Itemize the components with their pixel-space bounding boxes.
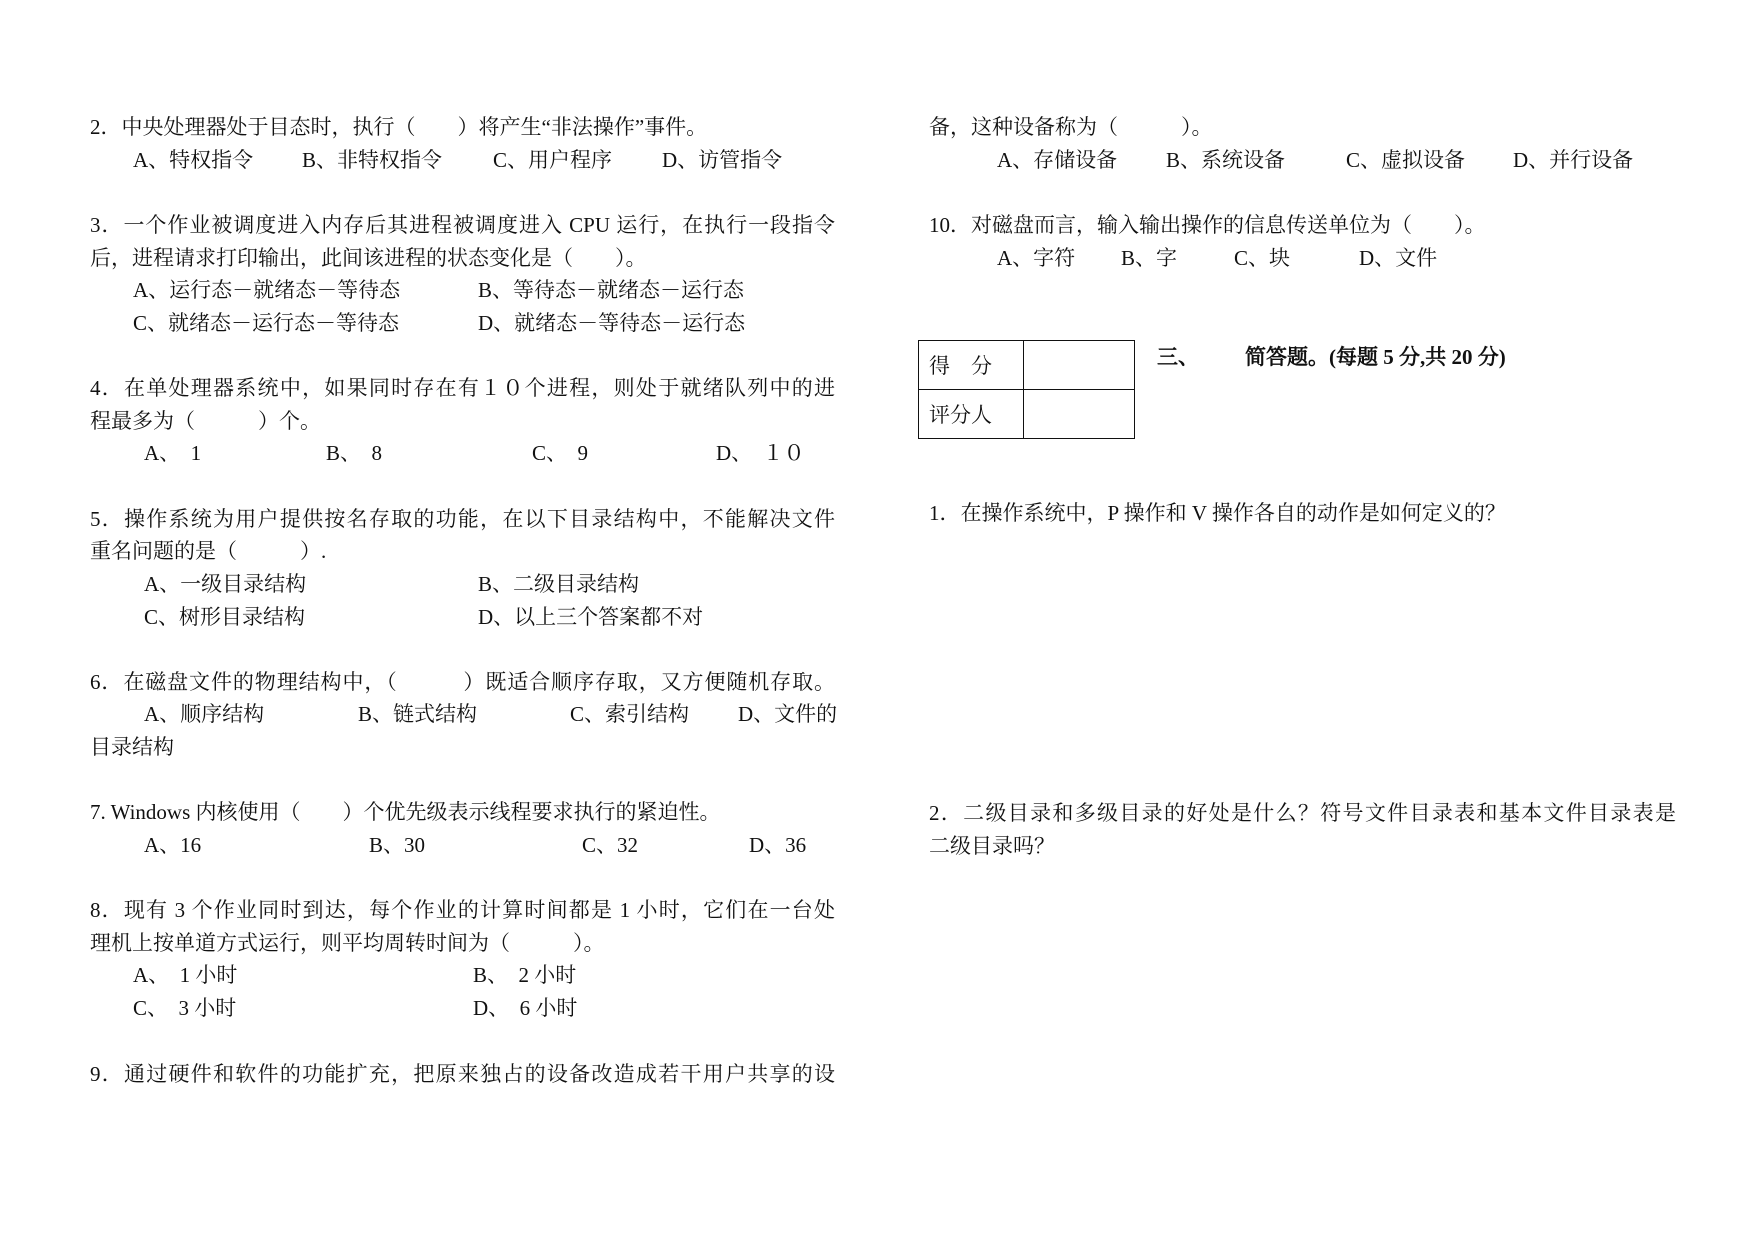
q7-option-a: A、16 [144, 833, 202, 857]
short-answer-2-line2: 二级目录吗？ [929, 834, 1055, 858]
q9-option-c: C、虚拟设备 [1346, 148, 1466, 172]
q6-stem: 6．在磁盘文件的物理结构中，（ ）既适合顺序存取，又方便随机存取。 [90, 670, 835, 694]
q4-option-d: D、 １０ [716, 441, 805, 465]
q8-option-c: C、 3 小时 [133, 996, 237, 1020]
q10-option-c: C、块 [1234, 246, 1291, 270]
q2-option-a: A、特权指令 [133, 148, 254, 172]
q3-stem-line1: 3．一个作业被调度进入内存后其进程被调度进入 CPU 运行，在执行一段指令 [90, 213, 835, 237]
q5-option-b: B、二级目录结构 [478, 572, 640, 596]
q5-option-d: D、以上三个答案都不对 [478, 605, 704, 629]
q2-option-b: B、非特权指令 [302, 148, 443, 172]
q3-stem-line2: 后，进程请求打印输出，此间该进程的状态变化是（ ）。 [90, 246, 647, 270]
q10-stem: 10．对磁盘而言，输入输出操作的信息传送单位为（ ）。 [929, 213, 1486, 237]
q9-stem-line2: 备，这种设备称为（ ）。 [929, 115, 1213, 139]
q8-option-b: B、 2 小时 [473, 963, 577, 987]
q5-stem-line1: 5．操作系统为用户提供按名存取的功能，在以下目录结构中，不能解决文件 [90, 507, 835, 531]
section3-number: 三、 [1157, 345, 1199, 369]
q9-option-d: D、并行设备 [1513, 148, 1634, 172]
q7-option-b: B、30 [369, 833, 426, 857]
q2-option-d: D、访管指令 [662, 148, 783, 172]
q10-option-b: B、字 [1121, 246, 1178, 270]
q6-option-c: C、索引结构 [570, 702, 690, 726]
q5-option-c: C、树形目录结构 [144, 605, 306, 629]
q10-option-d: D、文件 [1359, 246, 1438, 270]
score-label: 得 分 [919, 341, 1024, 390]
q6-option-d-continuation: 目录结构 [90, 735, 174, 759]
q7-option-c: C、32 [582, 833, 639, 857]
section3-title: 简答题。(每题 5 分,共 20 分) [1245, 345, 1506, 369]
q8-option-d: D、 6 小时 [473, 996, 578, 1020]
q7-option-d: D、36 [749, 833, 807, 857]
q4-option-a: A、 1 [144, 441, 202, 465]
q9-stem-line1: 9．通过硬件和软件的功能扩充，把原来独占的设备改造成若干用户共享的设 [90, 1062, 835, 1086]
q9-option-a: A、存储设备 [997, 148, 1118, 172]
short-answer-2-line1: 2．二级目录和多级目录的好处是什么？符号文件目录表和基本文件目录表是 [929, 801, 1676, 825]
q5-option-a: A、一级目录结构 [144, 572, 307, 596]
score-cell [1024, 341, 1135, 390]
short-answer-1: 1．在操作系统中，P 操作和 V 操作各自的动作是如何定义的？ [929, 501, 1506, 525]
grader-row [919, 390, 1135, 439]
q3-option-a: A、运行态－就绪态－等待态 [133, 278, 401, 302]
q8-stem-line1: 8．现有 3 个作业同时到达，每个作业的计算时间都是 1 小时，它们在一台处 [90, 898, 835, 922]
q6-option-d: D、文件的 [738, 702, 838, 726]
q6-option-b: B、链式结构 [358, 702, 478, 726]
q9-option-b: B、系统设备 [1166, 148, 1286, 172]
q4-option-b: B、 8 [326, 441, 383, 465]
q4-stem-line1: 4．在单处理器系统中，如果同时存在有１０个进程，则处于就绪队列中的进 [90, 376, 835, 400]
q3-option-c: C、就绪态－运行态－等待态 [133, 311, 400, 335]
q7-stem: 7. Windows 内核使用（ ）个优先级表示线程要求执行的紧迫性。 [90, 800, 721, 824]
score-row [919, 341, 1135, 390]
q8-stem-line2: 理机上按单道方式运行，则平均周转时间为（ ）。 [90, 931, 605, 955]
grader-label: 评分人 [919, 390, 1024, 439]
q2-stem: 2．中央处理器处于目态时，执行（ ）将产生“非法操作”事件。 [90, 115, 708, 139]
q3-option-b: B、等待态－就绪态－运行态 [478, 278, 745, 302]
q10-option-a: A、字符 [997, 246, 1076, 270]
q5-stem-line2: 重名问题的是（ ）. [90, 539, 327, 563]
q8-option-a: A、 1 小时 [133, 963, 238, 987]
grader-cell [1024, 390, 1135, 439]
q2-option-c: C、用户程序 [493, 148, 613, 172]
q4-stem-line2: 程最多为（ ）个。 [90, 409, 321, 433]
q6-option-a: A、顺序结构 [144, 702, 265, 726]
q3-option-d: D、就绪态－等待态－运行态 [478, 311, 746, 335]
score-table [918, 340, 1135, 439]
q4-option-c: C、 9 [532, 441, 589, 465]
